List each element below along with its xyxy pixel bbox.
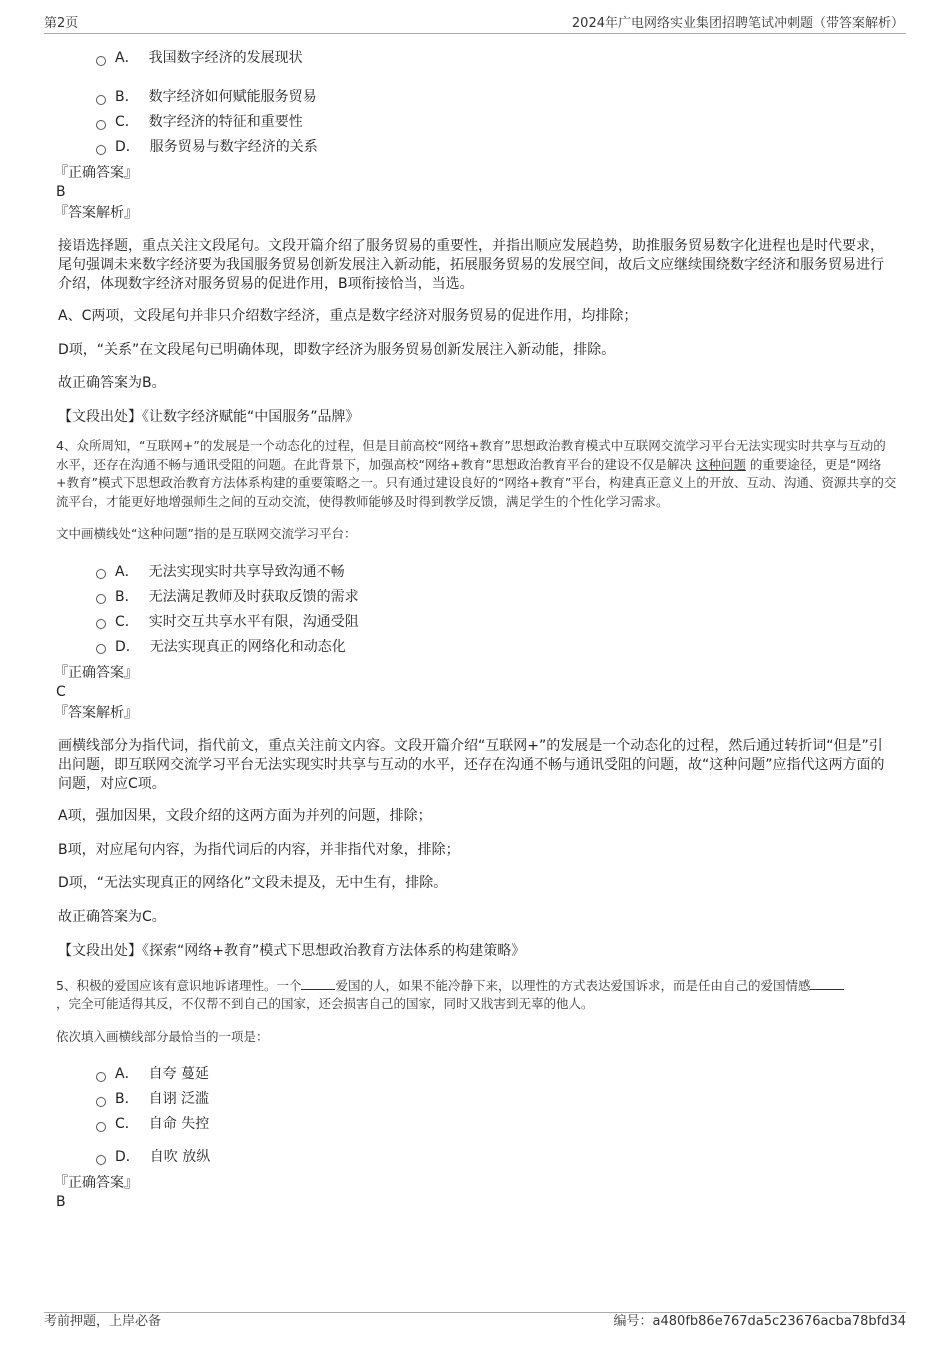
analysis-conclusion: 故正确答案为C。 — [58, 908, 166, 925]
analysis-paragraph: 接语选择题，重点关注文段尾句。文段开篇介绍了服务贸易的重要性，并指出顺应发展趋势，助推服务贸易数字化进程也是时代要求，尾句强调未来数字经济要为我国服务贸易创新发展注入新动能，拓展服务贸易的发展空间，故后文应继续围绕数字经济和服务贸易进行介绍，体现数字经济对服务贸易的促进作用，B项衔接恰当，当选。 — [58, 238, 884, 292]
option-text: 自诩 泛滥 — [148, 1091, 210, 1107]
q5-question: 依次填入画横线部分最恰当的一项是： — [56, 1028, 269, 1044]
option-label: A． — [115, 563, 139, 580]
source-citation: 【文段出处】《让数字经济赋能“中国服务”品牌》 — [58, 409, 360, 425]
analysis-paragraph: 画横线部分为指代词，指代前文，重点关注前文内容。文段开篇介绍“互联网+”的发展是一个动态化的过程，然后通过转折词“但是”引出问题，即互联网交流学习平台无法实现实时共享与互动的水平，还存在沟通不畅与通讯受阻的问题，故“这种问题”应指代这两方面的问题，对应C项。 — [58, 737, 885, 792]
option-text: 自夸 蔓延 — [148, 1066, 210, 1082]
option-label: D． — [115, 139, 140, 155]
radio-icon[interactable] — [96, 120, 106, 130]
option-text: 数字经济的特征和重要性 — [148, 114, 303, 130]
radio-icon[interactable] — [96, 569, 106, 579]
page-number: 第2页 — [44, 16, 79, 31]
source-citation: 【文段出处】《探索“网络+教育”模式下思想政治教育方法体系的构建策略》 — [58, 942, 526, 959]
q4-option-c[interactable] — [96, 610, 950, 635]
option-text: 实时交互共享水平有限，沟通受阻 — [148, 613, 359, 630]
option-label: A． — [115, 50, 139, 66]
option-label: C． — [115, 114, 139, 130]
option-label: B． — [115, 1091, 139, 1107]
analysis-paragraph: A项，强加因果，文段介绍的这两方面为并列的问题，排除； — [58, 807, 432, 824]
underlined-phrase: 这种问题 — [695, 456, 746, 472]
correct-answer: B — [56, 184, 66, 200]
option-label: C． — [115, 1116, 139, 1132]
option-label: B． — [115, 588, 139, 605]
analysis-paragraph: D项，“关系”在文段尾句已明确体现，即数字经济为服务贸易创新发展注入新动能，排除。 — [58, 342, 616, 358]
q4-option-d[interactable] — [96, 635, 950, 660]
analysis-conclusion: 故正确答案为B。 — [58, 375, 166, 391]
q3-option-a[interactable] — [96, 46, 950, 71]
q5-option-b[interactable] — [96, 1087, 950, 1112]
radio-icon[interactable] — [96, 95, 106, 105]
q4-option-b[interactable] — [96, 585, 950, 610]
blank-2 — [810, 979, 844, 990]
radio-icon[interactable] — [96, 619, 106, 629]
stem-text: ，完全可能适得其反，不仅帮不到自己的国家，还会损害自己的国家，同时又戕害到无辜的他人。 — [56, 996, 594, 1011]
radio-icon[interactable] — [96, 56, 106, 66]
analysis-heading: 『答案解析』 — [54, 704, 138, 721]
stem-text: 爱国的人，如果不能冷静下来，以理性的方式表达爱国诉求，而是任由自己的爱国情感 — [335, 977, 811, 993]
option-text: 自吹 放纵 — [149, 1149, 211, 1165]
q3-option-c[interactable] — [96, 110, 950, 135]
option-label: B． — [115, 89, 139, 105]
analysis-paragraph: A、C两项，文段尾句并非只介绍数字经济，重点是数字经济对服务贸易的促进作用，均排除； — [58, 308, 638, 324]
footer-slogan: 考前押题，上岸必备 — [44, 1314, 162, 1329]
q5-option-c[interactable] — [96, 1112, 950, 1137]
q5-option-a[interactable] — [96, 1062, 950, 1087]
document-id: 编号：a480fb86e767da5c23676acba78bfd34 — [613, 1314, 906, 1329]
q5-option-d[interactable] — [96, 1145, 950, 1170]
radio-icon[interactable] — [96, 1072, 106, 1082]
option-label: A． — [115, 1066, 139, 1082]
stem-text: 4、众所周知，“互联网+”的发展是一个动态化的过程，但是目前高校“网络+教育”思想政治教育模式中互联网交流学习平台无法实现实时共享与互动的水平，还存在沟通不畅与通讯受阻的问题。在此背景下，加强高校“网络+教育”思想政治教育平台的建设不仅是解决 — [56, 438, 886, 472]
q3-option-b[interactable] — [96, 85, 950, 110]
option-text: 自命 失控 — [148, 1116, 210, 1132]
answer-heading: 『正确答案』 — [54, 664, 138, 681]
footer-divider — [44, 1312, 906, 1313]
q5-stem — [56, 977, 856, 1014]
document-body — [0, 46, 950, 1212]
option-text: 数字经济如何赋能服务贸易 — [148, 89, 317, 105]
stem-text: 5、积极的爱国应该有意识地诉诸理性。一个 — [56, 977, 302, 993]
radio-icon[interactable] — [96, 1097, 106, 1107]
option-text: 无法实现实时共享导致沟通不畅 — [148, 563, 345, 580]
radio-icon[interactable] — [96, 145, 106, 155]
option-label: D． — [115, 1149, 140, 1165]
q4-stem — [56, 437, 898, 511]
correct-answer: B — [56, 1194, 66, 1210]
document-title: 2024年广电网络实业集团招聘笔试冲刺题（带答案解析） — [571, 16, 904, 31]
stem-text: 的重要途径，更是“网络+教育”模式下思想政治教育方法体系构建的重要策略之一。只有通过建设良好的“网络+教育”平台，构建真正意义上的开放、互动、沟通、资源共享的交流平台，才能更好地增强师生之间的互动交流，使得教师能够及时得到教学反馈，满足学生的个性化学习需求。 — [56, 456, 897, 509]
option-label: C． — [115, 613, 139, 630]
radio-icon[interactable] — [96, 644, 106, 654]
radio-icon[interactable] — [96, 594, 106, 604]
option-text: 无法满足教师及时获取反馈的需求 — [148, 588, 359, 605]
option-text: 我国数字经济的发展现状 — [148, 50, 303, 66]
radio-icon[interactable] — [96, 1122, 106, 1132]
option-text: 服务贸易与数字经济的关系 — [149, 139, 318, 155]
option-text: 无法实现真正的网络化和动态化 — [149, 638, 346, 655]
answer-heading: 『正确答案』 — [54, 165, 138, 181]
q4-option-a[interactable] — [96, 560, 950, 585]
q4-question: 文中画横线处“这种问题”指的是互联网交流学习平台： — [56, 526, 357, 541]
q3-option-d[interactable] — [96, 135, 950, 160]
header-divider — [44, 33, 906, 34]
analysis-paragraph: D项，“无法实现真正的网络化”文段未提及，无中生有，排除。 — [58, 874, 448, 891]
radio-icon[interactable] — [96, 1155, 106, 1165]
blank-1 — [301, 979, 335, 990]
correct-answer: C — [56, 683, 66, 700]
answer-heading: 『正确答案』 — [54, 1175, 138, 1191]
option-label: D． — [115, 638, 140, 655]
analysis-heading: 『答案解析』 — [54, 205, 138, 221]
analysis-paragraph: B项，对应尾句内容，为指代词后的内容，并非指代对象，排除； — [58, 841, 460, 858]
